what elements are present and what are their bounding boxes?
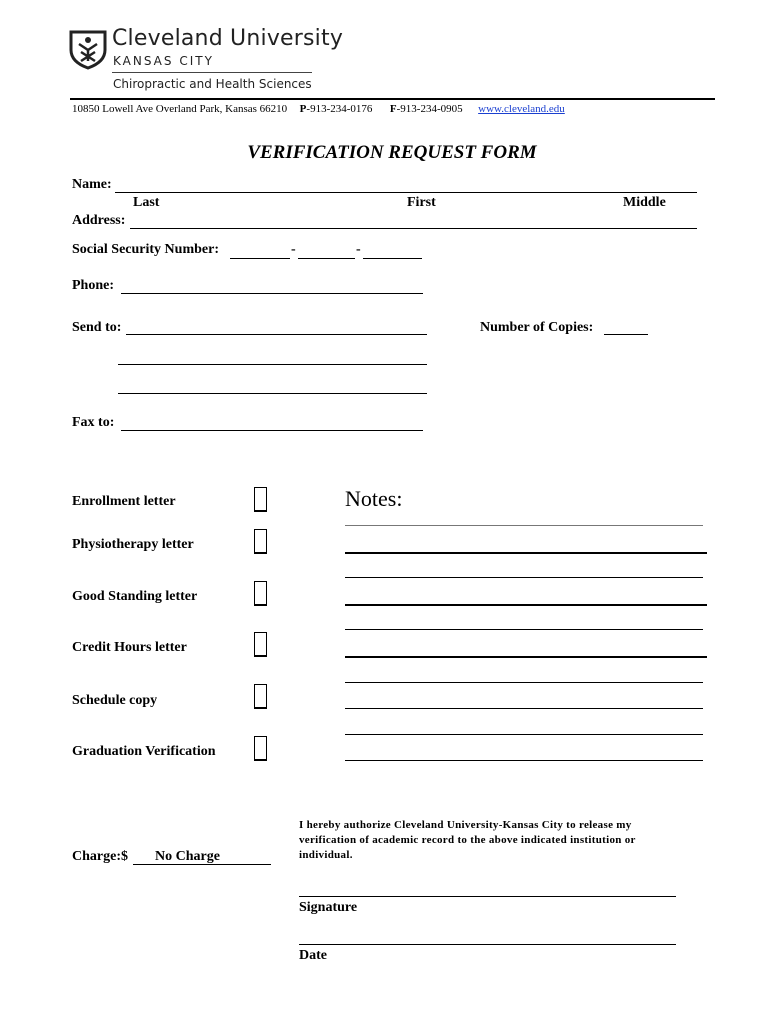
name-label: Name: — [72, 177, 112, 192]
header-rule — [70, 98, 715, 100]
option-good-standing-letter: Good Standing letter — [72, 589, 198, 604]
charge-label: Charge:$ — [72, 849, 128, 864]
copies-label: Number of Copies: — [480, 320, 594, 335]
option-graduation-verification: Graduation Verification — [72, 744, 216, 759]
cleveland-shield-icon — [68, 28, 108, 70]
notes-line-10[interactable] — [345, 760, 703, 761]
send-to-field-1[interactable] — [126, 334, 427, 335]
checkbox-good-standing-letter[interactable] — [254, 581, 267, 606]
option-credit-hours-letter: Credit Hours letter — [72, 640, 187, 655]
logo-divider — [112, 72, 312, 73]
last-label: Last — [133, 195, 160, 210]
fax-to-label: Fax to: — [72, 415, 115, 430]
notes-line-5[interactable] — [345, 629, 703, 630]
contact-line — [72, 103, 565, 115]
notes-line-2[interactable] — [345, 552, 707, 554]
checkbox-schedule-copy[interactable] — [254, 684, 267, 709]
date-field[interactable] — [299, 944, 676, 945]
checkbox-physiotherapy-letter[interactable] — [254, 529, 267, 554]
fax-to-field[interactable] — [121, 430, 423, 431]
ssn-label: Social Security Number: — [72, 242, 219, 257]
checkbox-credit-hours-letter[interactable] — [254, 632, 267, 657]
ssn-dash-2: - — [356, 242, 361, 257]
form-title: VERIFICATION REQUEST FORM — [247, 142, 537, 163]
option-physiotherapy-letter: Physiotherapy letter — [72, 537, 194, 552]
first-label: First — [407, 195, 436, 210]
address-field[interactable] — [130, 228, 697, 229]
option-enrollment-letter: Enrollment letter — [72, 494, 176, 509]
send-to-field-2[interactable] — [118, 364, 427, 365]
notes-line-4[interactable] — [345, 604, 707, 606]
send-to-label: Send to: — [72, 320, 122, 335]
address-label: Address: — [72, 213, 126, 228]
notes-line-3[interactable] — [345, 577, 703, 578]
checkbox-enrollment-letter[interactable] — [254, 487, 267, 512]
name-field[interactable] — [115, 192, 697, 193]
address-text: 10850 Lowell Ave Overland Park, Kansas 66210 — [72, 103, 288, 115]
signature-label: Signature — [299, 900, 358, 915]
notes-label: Notes: — [345, 486, 403, 511]
authorization-text: I hereby authorize Cleveland University-Kansas City to release my verification of academic record to the above indicated institution or individual. — [299, 819, 636, 861]
ssn-field-2[interactable] — [298, 258, 355, 259]
fax-text: -913-234-0905 — [396, 103, 463, 115]
phone-label: Phone: — [72, 278, 114, 293]
notes-line-7[interactable] — [345, 682, 703, 683]
phone-field[interactable] — [121, 293, 423, 294]
date-label: Date — [299, 948, 327, 963]
notes-line-1[interactable] — [345, 525, 703, 526]
ssn-field-1[interactable] — [230, 258, 290, 259]
send-to-field-3[interactable] — [118, 393, 427, 394]
logo — [68, 28, 108, 70]
charge-value: No Charge — [155, 849, 220, 864]
phone-prefix: P — [299, 103, 307, 115]
fax-prefix: F — [389, 103, 397, 115]
copies-field[interactable] — [604, 334, 648, 335]
ssn-dash-1: - — [291, 242, 296, 257]
notes-line-8[interactable] — [345, 708, 703, 709]
ssn-field-3[interactable] — [363, 258, 422, 259]
logo-name: Cleveland University — [112, 26, 344, 51]
website-link[interactable]: www.cleveland.edu — [478, 103, 565, 115]
option-schedule-copy: Schedule copy — [72, 693, 158, 708]
checkbox-graduation-verification[interactable] — [254, 736, 267, 761]
middle-label: Middle — [623, 195, 666, 210]
phone-text: -913-234-0176 — [306, 103, 373, 115]
notes-line-9[interactable] — [345, 734, 703, 735]
logo-sub: KANSAS CITY — [113, 54, 214, 68]
logo-tagline: Chiropractic and Health Sciences — [113, 77, 312, 91]
signature-field[interactable] — [299, 896, 676, 897]
notes-line-6[interactable] — [345, 656, 707, 658]
